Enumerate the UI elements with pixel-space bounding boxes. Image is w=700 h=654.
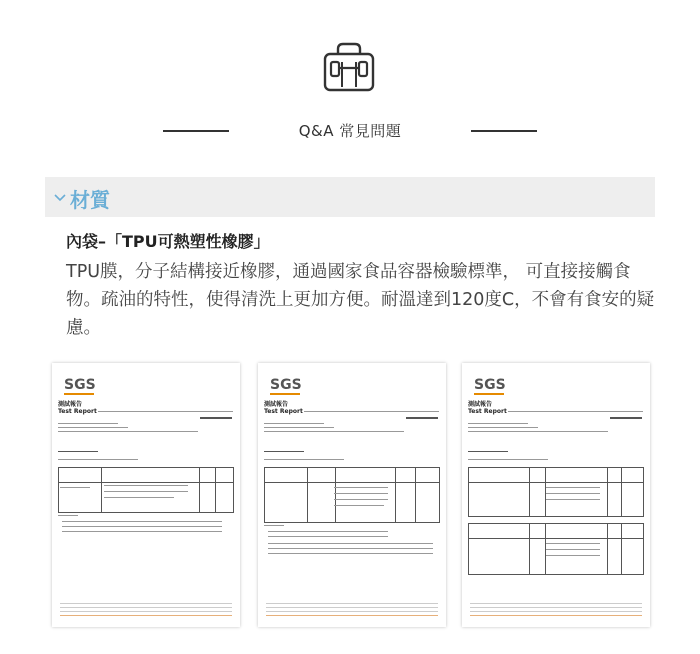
section-toggle-material[interactable] xyxy=(45,177,655,217)
section-content xyxy=(66,230,656,342)
test-report-thumbnail[interactable] xyxy=(462,363,650,627)
report-title: 測試報告 Test Report xyxy=(264,401,303,415)
logo-underline xyxy=(270,393,300,395)
section-title: 材質 xyxy=(70,188,110,212)
content-heading: 內袋–「TPU可熱塑性橡膠」 xyxy=(66,232,270,251)
logo-underline xyxy=(474,393,504,395)
content-paragraph: TPU膜，分子結構接近橡膠，通過國家食品容器檢驗標準， 可直接接觸食物。疏油的特性，使得清洗上更加方便。耐溫達到120度C，不會有食安的疑慮。 xyxy=(66,262,655,338)
bag-icon xyxy=(322,42,376,92)
sgs-logo: SGS xyxy=(270,377,302,393)
report-title: 測試報告 Test Report xyxy=(58,401,97,415)
logo-underline xyxy=(64,393,94,395)
faq-heading-row xyxy=(0,116,700,144)
chevron-down-icon xyxy=(53,190,67,204)
faq-divider-right xyxy=(471,130,537,132)
sgs-logo: SGS xyxy=(474,377,506,393)
sgs-logo: SGS xyxy=(64,377,96,393)
faq-title: Q&A 常見問題 xyxy=(298,122,402,140)
test-report-thumbnail[interactable] xyxy=(258,363,446,627)
test-report-gallery xyxy=(52,363,649,627)
report-title: 測試報告 Test Report xyxy=(468,401,507,415)
test-report-thumbnail[interactable] xyxy=(52,363,240,627)
